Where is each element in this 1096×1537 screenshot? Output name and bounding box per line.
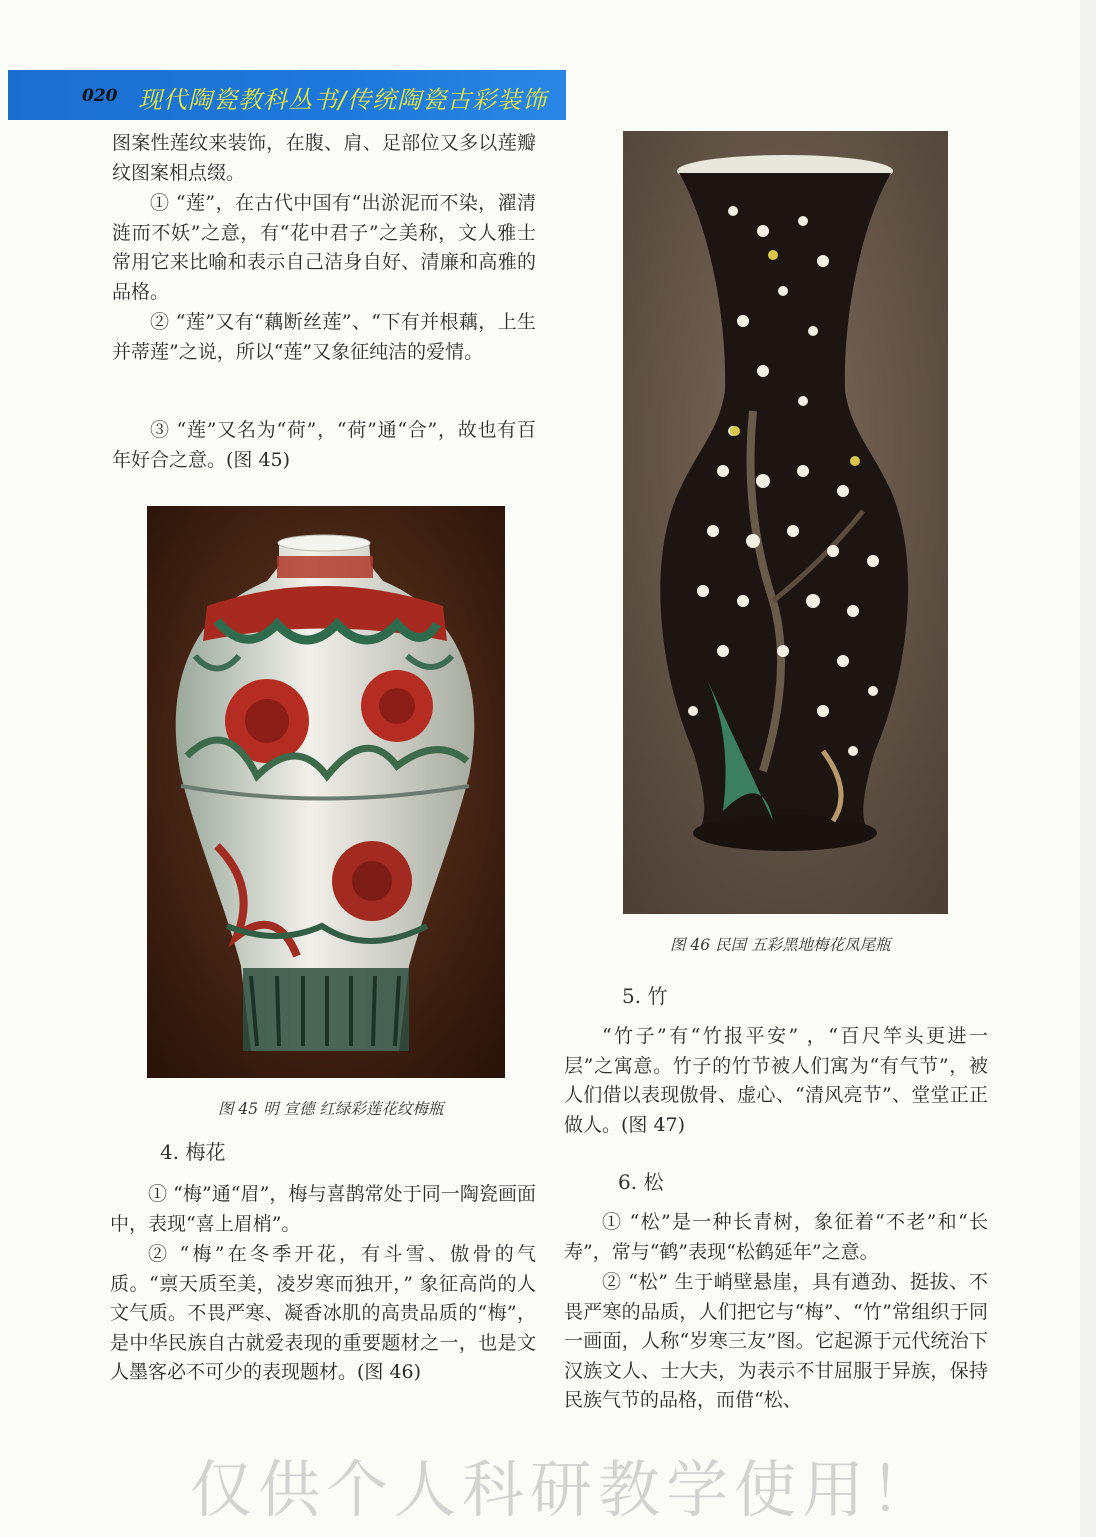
page-number: 020 [82,86,118,106]
watermark: 仅供个人科研教学使用！ [190,1453,939,1526]
pine-point-2: ② “松” 生于峭壁悬崖，具有遒劲、挺拔、不畏严寒的品质，人们把它与“梅”、“竹”常组织于同一画面，人称“岁寒三友”图。它起源于元代统治下汉族文人、士大夫，为表示不甘屈服于异族，保持民族气节的品格，而借“松、 [564,1271,988,1411]
series-title: 现代陶瓷教科丛书/传统陶瓷古彩装饰 [138,86,548,114]
section-6-heading: 6. 松 [618,1170,664,1194]
plum-point-1: ① “梅”通“眉”，梅与喜鹊常处于同一陶瓷画面中，表现“喜上眉梢”。 [110,1183,536,1235]
figure-46-caption: 图 46 民国 五彩黑地梅花凤尾瓶 [670,936,891,954]
pine-point-1: ① “松”是一种长青树，象征着“不老”和“长寿”，常与“鹤”表现“松鹤延年”之意。 [564,1211,988,1263]
figure-46-photo [623,131,948,914]
lotus-point-2: ② “莲”又有“藕断丝莲”、“下有并根藕，上生并蒂莲”之说，所以“莲”又象征纯洁的爱情。 [112,311,536,363]
figure-45-photo [147,506,505,1078]
section-5-heading: 5. 竹 [622,984,668,1008]
section-4-heading: 4. 梅花 [160,1140,226,1164]
plum-point-2: ② “梅”在冬季开花，有斗雪、傲骨的气质。“禀天质至美，凌岁寒而独开，” 象征高尚的人文气质。不畏严寒、凝香冰肌的高贵品质的“梅”，是中华民族自古就爱表现的重要题材之一，也是文人墨客必不可少的表现题材。(图 46) [110,1243,536,1383]
bamboo-paragraph: “竹子”有“竹报平安” ，“百尺竿头更进一层”之寓意。竹子的竹节被人们寓为“有气节”，被人们借以表现傲骨、虚心、“清风亮节”、堂堂正正做人。(图 47) [564,1025,988,1136]
lotus-point-3: ③ “莲”又名为“荷”，“荷”通“合”，故也有百年好合之意。(图 45) [112,419,536,471]
figure-45-caption: 图 45 明 宣德 红绿彩莲花纹梅瓶 [218,1100,444,1118]
page-edge [1080,0,1096,1537]
lotus-point-1: ① “莲”，在古代中国有“出淤泥而不染，濯清涟而不妖”之意，有“花中君子”之美称，文人雅士常用它来比喻和表示自己洁身自好、清廉和高雅的品格。 [112,192,536,303]
left-paragraph-1: 图案性莲纹来装饰，在腹、肩、足部位又多以莲瓣纹图案相点缀。 [112,132,536,184]
